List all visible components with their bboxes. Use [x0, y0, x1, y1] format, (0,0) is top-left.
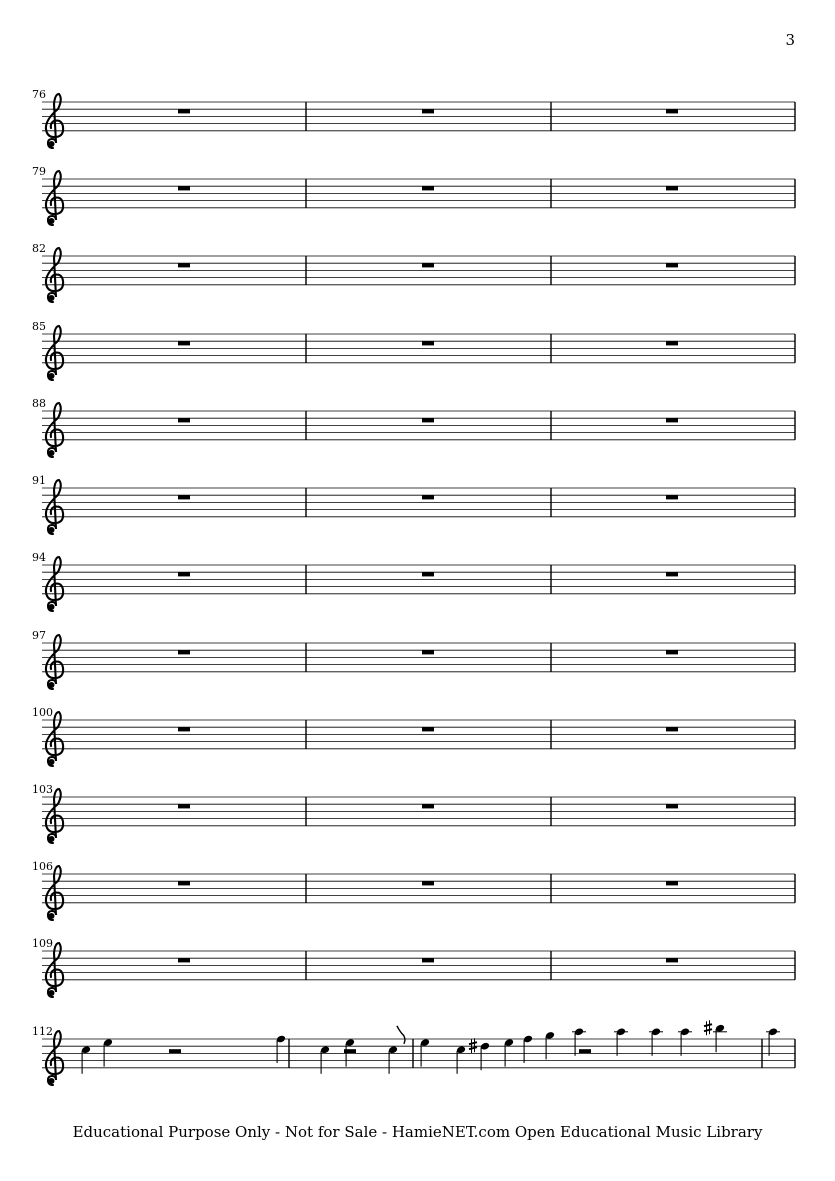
whole-rest — [422, 650, 434, 654]
whole-rest — [666, 341, 678, 345]
whole-rest — [178, 418, 190, 422]
measure-number: 112 — [32, 1025, 53, 1038]
whole-rest — [422, 186, 434, 190]
staff-system — [32, 937, 795, 997]
whole-rest — [666, 572, 678, 576]
whole-rest — [666, 727, 678, 731]
note — [388, 1026, 405, 1074]
note — [103, 1038, 113, 1066]
measure-number: 91 — [32, 474, 46, 487]
measure-number: 100 — [32, 706, 53, 719]
note — [523, 1035, 533, 1063]
note — [649, 1027, 663, 1055]
whole-rest — [178, 109, 190, 113]
whole-rest — [178, 186, 190, 190]
note — [766, 1027, 780, 1055]
whole-rest — [178, 804, 190, 808]
measure-number: 109 — [32, 937, 53, 950]
note — [276, 1035, 286, 1063]
measure-number: 97 — [32, 629, 46, 642]
whole-rest — [666, 186, 678, 190]
measure-number: 82 — [32, 242, 46, 255]
measure-number: 79 — [32, 165, 46, 178]
staff-system — [32, 320, 795, 380]
staff-system — [32, 783, 795, 843]
half-rest — [344, 1049, 356, 1053]
whole-rest — [178, 650, 190, 654]
note — [81, 1045, 91, 1073]
sharp-sign — [469, 1038, 477, 1053]
measure-number: 103 — [32, 783, 53, 796]
measure-number: 94 — [32, 551, 46, 564]
whole-rest — [178, 881, 190, 885]
note — [545, 1031, 555, 1059]
measure-number: 76 — [32, 88, 46, 101]
measure-number: 106 — [32, 860, 53, 873]
whole-rest — [666, 418, 678, 422]
note — [678, 1027, 692, 1055]
note — [456, 1045, 466, 1073]
whole-rest — [422, 727, 434, 731]
whole-rest — [178, 727, 190, 731]
whole-rest — [666, 263, 678, 267]
note — [320, 1045, 330, 1073]
whole-rest — [178, 572, 190, 576]
staff-system — [32, 551, 795, 611]
whole-rest — [666, 495, 678, 499]
staff-system — [32, 242, 795, 302]
whole-rest — [178, 958, 190, 962]
staff-system — [32, 474, 795, 534]
whole-rest — [422, 109, 434, 113]
sharp-sign — [704, 1020, 712, 1035]
half-rest — [169, 1049, 181, 1053]
note — [504, 1038, 514, 1066]
note — [704, 1020, 727, 1052]
whole-rest — [422, 418, 434, 422]
whole-rest — [422, 495, 434, 499]
staff-system — [32, 706, 795, 766]
staff-system — [32, 88, 795, 148]
staff-system — [32, 1020, 795, 1085]
staff-system — [32, 397, 795, 457]
whole-rest — [178, 263, 190, 267]
measure-number: 85 — [32, 320, 46, 333]
whole-rest — [422, 572, 434, 576]
note — [614, 1027, 628, 1055]
whole-rest — [422, 341, 434, 345]
whole-rest — [422, 263, 434, 267]
whole-rest — [422, 881, 434, 885]
whole-rest — [178, 341, 190, 345]
whole-rest — [666, 958, 678, 962]
whole-rest — [666, 109, 678, 113]
whole-rest — [666, 650, 678, 654]
staff-system — [32, 860, 795, 920]
whole-rest — [178, 495, 190, 499]
note — [420, 1038, 430, 1066]
half-rest — [579, 1049, 591, 1053]
footer-notice: Educational Purpose Only - Not for Sale - HamieNET.com Open Educational Music Library — [72, 1123, 763, 1141]
whole-rest — [666, 804, 678, 808]
note — [469, 1038, 490, 1070]
staff-system — [32, 629, 795, 689]
whole-rest — [422, 958, 434, 962]
staff-system — [32, 165, 795, 225]
whole-rest — [422, 804, 434, 808]
eighth-flag — [397, 1026, 405, 1044]
measure-number: 88 — [32, 397, 46, 410]
whole-rest — [666, 881, 678, 885]
page-number: 3 — [785, 31, 795, 49]
